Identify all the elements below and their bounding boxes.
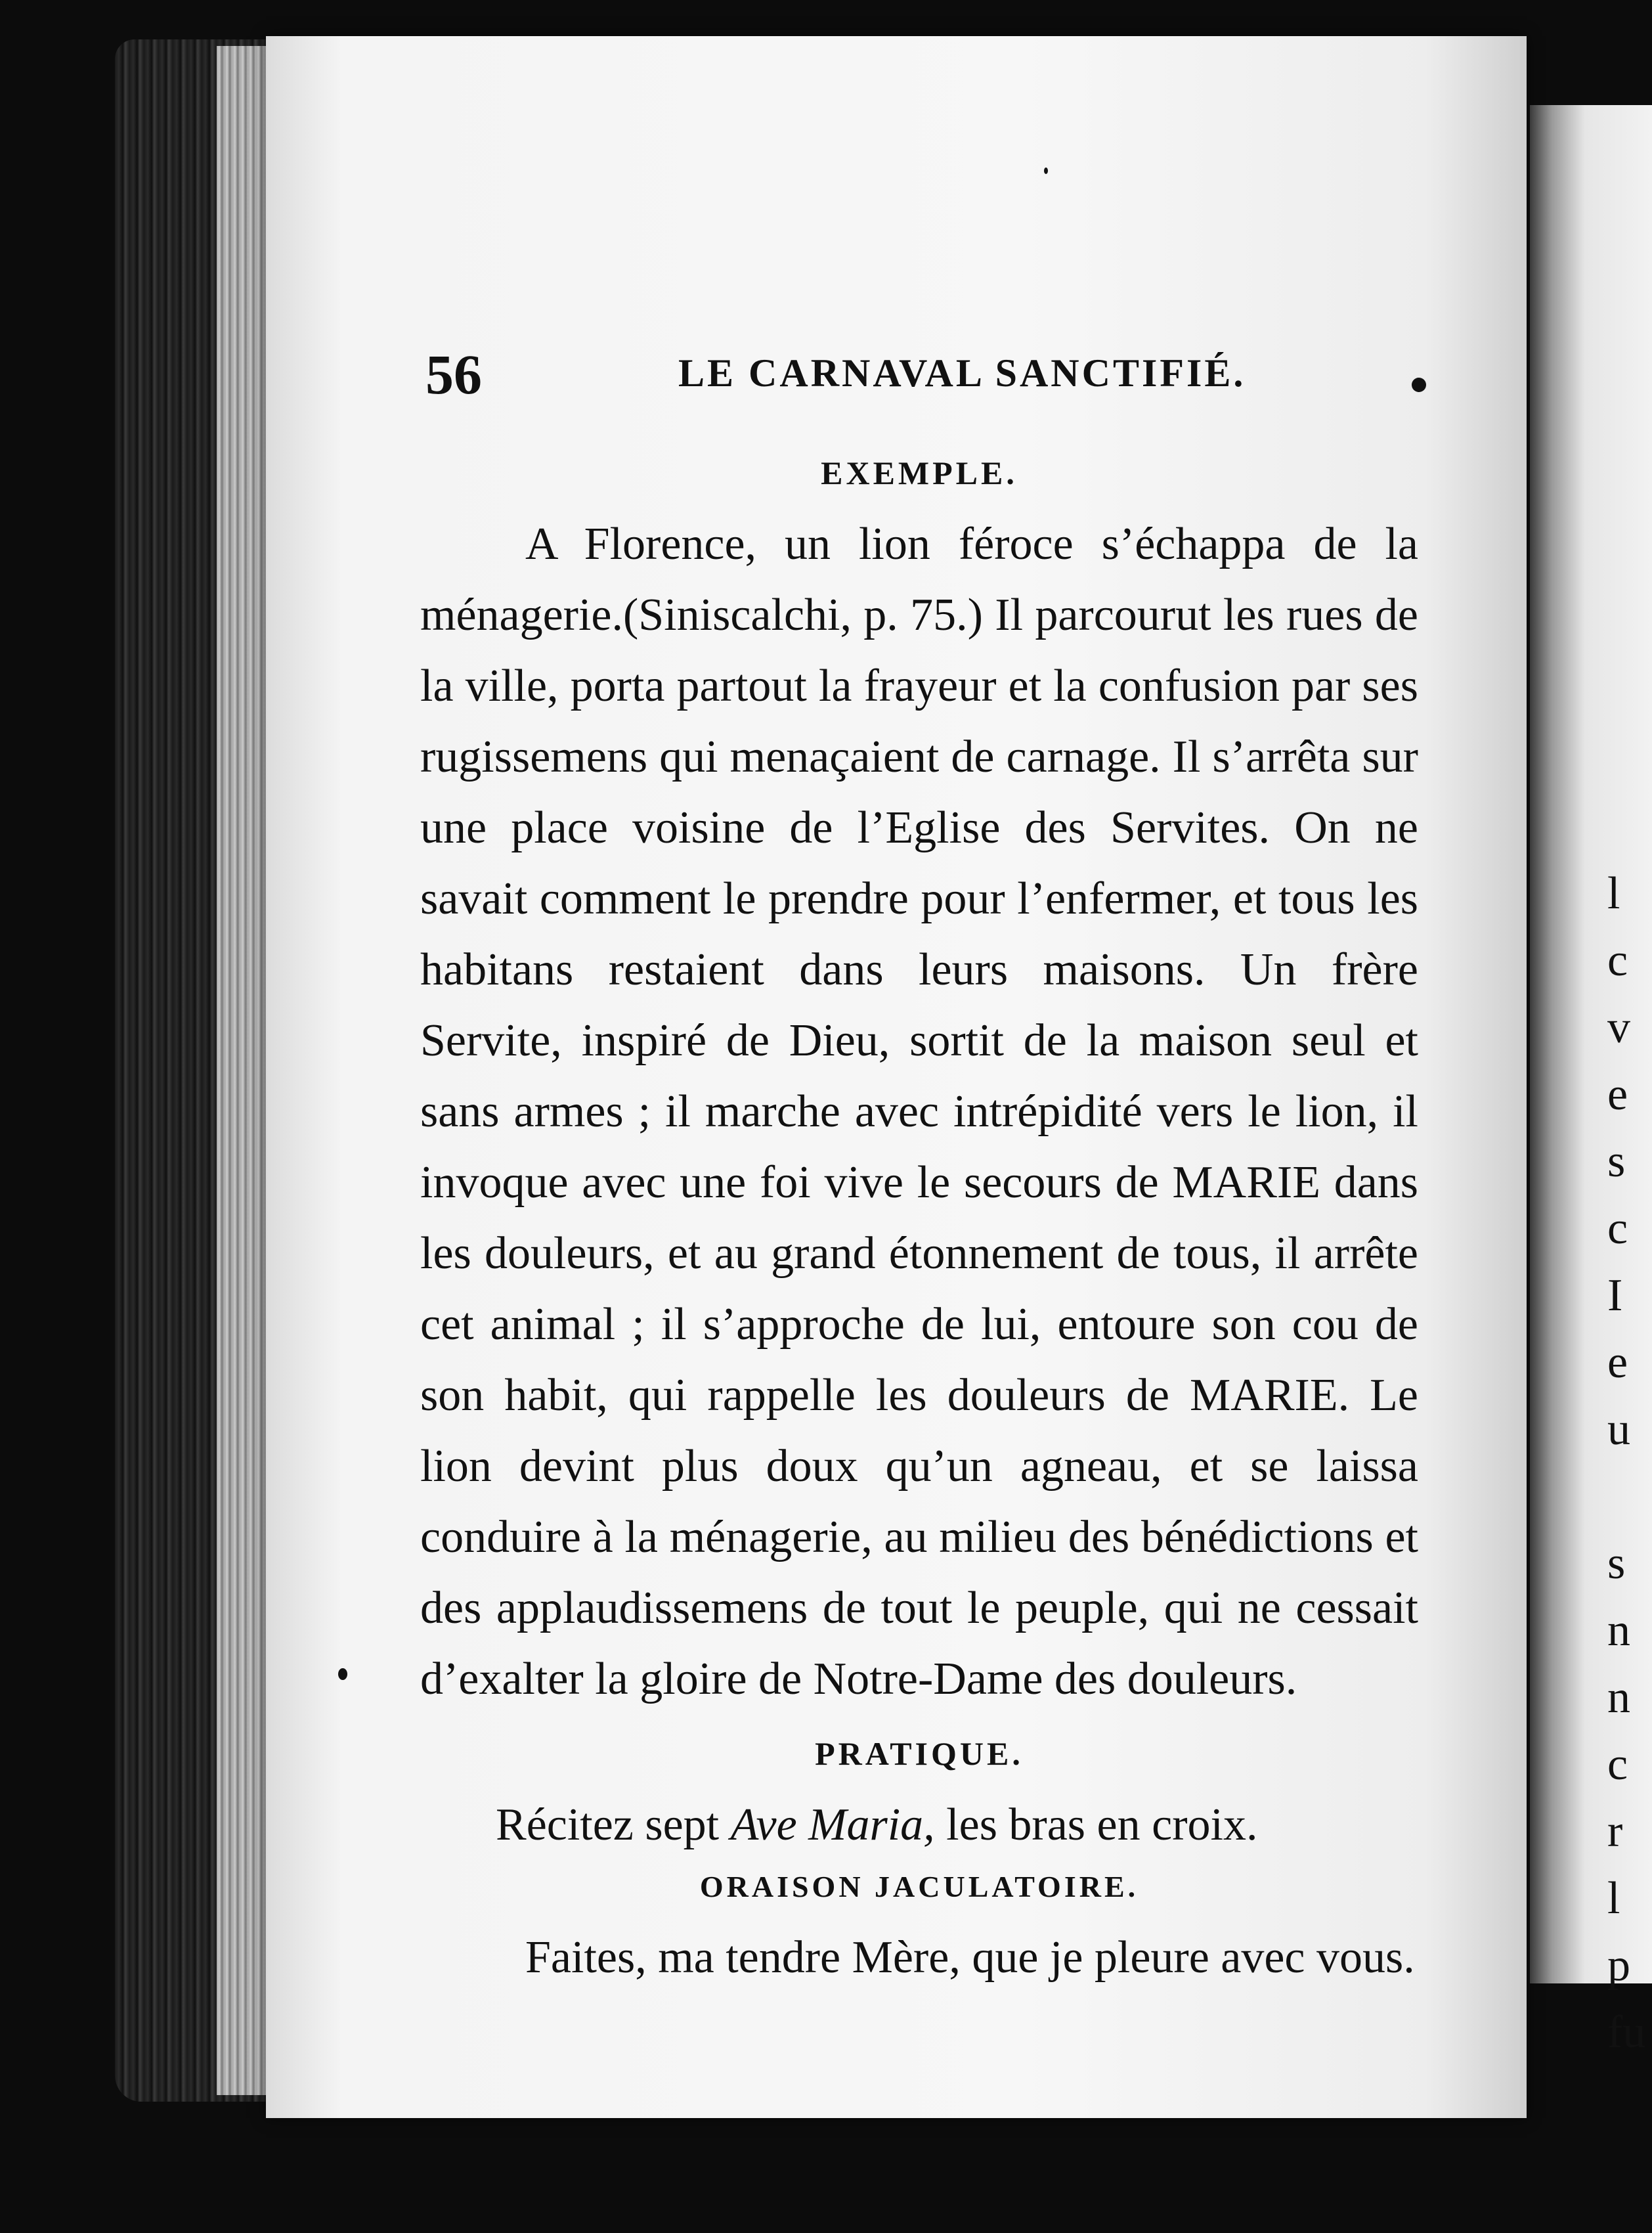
ink-speck <box>1412 378 1426 392</box>
ink-speck <box>1044 167 1048 174</box>
facing-page-fragment <box>1530 105 1652 2058</box>
facing-page-text: l c v e s c I e u s n n c r l p fu <box>1607 868 1646 2058</box>
page-number: 56 <box>425 343 482 406</box>
exemple-paragraph: A Florence, un lion féroce s’échappa de la ménagerie.(Siniscalchi, p. 75.) Il parcourut les rues de la ville, porta partout la frayeur et la confusion par ses rugissemens qui menaçaient de carnage. Il s’arrêta sur une place voisine de l’Eglise des Servites. On ne savait comment le prendre pour l’enfermer, et tous les habitans restaient dans leurs maisons. Un frère Servite, inspiré de Dieu, sortit de la maison seul et sans armes ; il marche avec intrépidité vers le lion, il invoque avec une foi vive le secours de MARIE dans les douleurs, et au grand étonnement de tous, il arrête cet animal ; il s’approche de lui, entoure son cou de son habit, qui rappelle les douleurs de MARIE. Le lion devint plus doux qu’un agneau, et se laissa conduire à la ménagerie, au milieu des bénédictions et des applaudissemens de tout le peuple, qui ne cessait d’exalter la gloire de Notre-Dame des douleurs. <box>420 519 1418 1704</box>
running-title: LE CARNAVAL SANCTIFIÉ. <box>678 351 1246 395</box>
page-body <box>420 437 1418 1991</box>
pratique-text-italic: Ave Maria, <box>730 1800 935 1850</box>
pratique-paragraph <box>420 1790 1418 1861</box>
oraison-paragraph: Faites, ma tendre Mère, que je pleure avec vous. <box>525 1932 1415 1983</box>
oraison-heading: ORAISON JACULATOIRE. <box>699 1870 1139 1903</box>
pratique-text-end: les bras en croix. <box>934 1800 1258 1850</box>
running-head <box>425 342 1450 406</box>
ink-speck <box>338 1668 347 1680</box>
exemple-heading: EXEMPLE. <box>821 454 1018 491</box>
pratique-heading: PRATIQUE. <box>815 1735 1024 1772</box>
pratique-text-start: Récitez sept <box>496 1800 731 1850</box>
